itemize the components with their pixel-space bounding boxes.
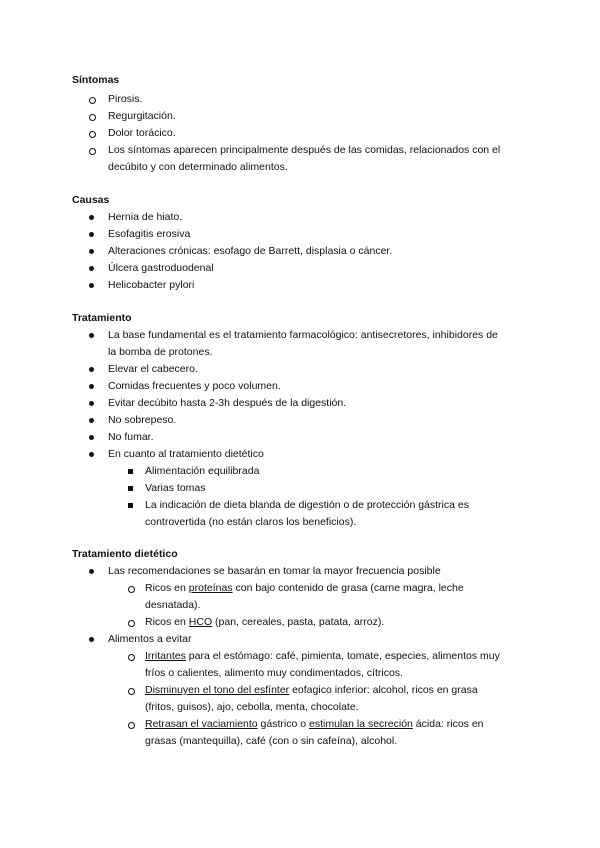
filled-bullet-icon bbox=[89, 384, 94, 389]
filled-bullet-icon bbox=[89, 249, 94, 254]
tratamiento-heading: Tratamiento bbox=[72, 312, 132, 324]
tratamiento-item: Comidas frecuentes y poco volumen. bbox=[108, 380, 281, 392]
dietetico-subitem-hco: Ricos en HCO (pan, cereales, pasta, patata, arroz). bbox=[145, 616, 385, 628]
filled-bullet-icon bbox=[89, 266, 94, 271]
dietetico-subitem-continuation: fríos o calientes, alimento muy condimentados, cítricos. bbox=[145, 667, 403, 679]
filled-bullet-icon bbox=[89, 232, 94, 237]
filled-bullet-icon bbox=[89, 367, 94, 372]
tratamiento-subitem: Varias tomas bbox=[145, 482, 206, 494]
dietetico-heading: Tratamiento dietético bbox=[72, 548, 178, 560]
filled-bullet-icon bbox=[89, 333, 94, 338]
sintomas-item: Los síntomas aparecen principalmente después de las comidas, relacionados con el bbox=[108, 144, 501, 156]
open-circle-bullet-icon bbox=[128, 688, 135, 695]
causas-item: Esofagitis erosiva bbox=[108, 228, 191, 240]
open-circle-bullet-icon bbox=[128, 620, 135, 627]
dietetico-subitem-continuation: desnatada). bbox=[145, 599, 201, 611]
dietetico-item: Alimentos a evitar bbox=[108, 633, 192, 645]
square-bullet-icon bbox=[128, 469, 133, 474]
causas-item: Alteraciones crónicas: esofago de Barrett, displasia o cáncer. bbox=[108, 245, 393, 257]
dietetico-subitem-continuation: (fritos, guisos), ajo, cebolla, menta, chocolate. bbox=[145, 701, 359, 713]
tratamiento-item: Elevar el cabecero. bbox=[108, 363, 198, 375]
dietetico-item: Las recomendaciones se basarán en tomar la mayor frecuencia posible bbox=[108, 565, 441, 577]
tratamiento-item: Evitar decúbito hasta 2-3h después de la digestión. bbox=[108, 397, 347, 409]
square-bullet-icon bbox=[128, 486, 133, 491]
tratamiento-item-continuation: la bomba de protones. bbox=[108, 346, 213, 358]
filled-bullet-icon bbox=[89, 215, 94, 220]
causas-item: Helicobacter pylori bbox=[108, 279, 195, 291]
causas-heading: Causas bbox=[72, 194, 110, 206]
filled-bullet-icon bbox=[89, 401, 94, 406]
square-bullet-icon bbox=[128, 503, 133, 508]
dietetico-subitem-proteinas: Ricos en proteínas con bajo contenido de grasa (carne magra, leche bbox=[145, 582, 464, 594]
filled-bullet-icon bbox=[89, 452, 94, 457]
tratamiento-item: No sobrepeso. bbox=[108, 414, 177, 426]
sintomas-item: Dolor torácico. bbox=[108, 127, 176, 139]
open-circle-bullet-icon bbox=[89, 97, 96, 104]
open-circle-bullet-icon bbox=[128, 654, 135, 661]
tratamiento-item: La base fundamental es el tratamiento farmacológico: antisecretores, inhibidores de bbox=[108, 329, 498, 341]
dietetico-subitem-continuation: grasas (mantequilla), café (con o sin cafeína), alcohol. bbox=[145, 735, 398, 747]
open-circle-bullet-icon bbox=[89, 114, 96, 121]
causas-item: Úlcera gastroduodenal bbox=[108, 262, 214, 274]
dietetico-subitem-disminuyen: Disminuyen el tono del esfínter eofagico inferior: alcohol, ricos en grasa bbox=[145, 684, 478, 696]
sintomas-item: Regurgitación. bbox=[108, 110, 176, 122]
filled-bullet-icon bbox=[89, 569, 94, 574]
dietetico-subitem-retrasan: Retrasan el vaciamiento gástrico o estimulan la secreción ácida: ricos en bbox=[145, 718, 484, 730]
tratamiento-item: En cuanto al tratamiento dietético bbox=[108, 448, 264, 460]
open-circle-bullet-icon bbox=[128, 586, 135, 593]
sintomas-item-continuation: decúbito y con determinado alimentos. bbox=[108, 161, 288, 173]
filled-bullet-icon bbox=[89, 283, 94, 288]
dietetico-subitem-irritantes: Irritantes para el estómago: café, pimienta, tomate, especies, alimentos muy bbox=[145, 650, 500, 662]
filled-bullet-icon bbox=[89, 418, 94, 423]
open-circle-bullet-icon bbox=[89, 131, 96, 138]
tratamiento-item: No fumar. bbox=[108, 431, 154, 443]
filled-bullet-icon bbox=[89, 637, 94, 642]
tratamiento-subitem-continuation: controvertida (no están claros los beneficios). bbox=[145, 516, 357, 528]
filled-bullet-icon bbox=[89, 435, 94, 440]
sintomas-heading: Síntomas bbox=[72, 74, 120, 86]
causas-item: Hernia de hiato. bbox=[108, 211, 183, 223]
sintomas-item: Pirosis. bbox=[108, 93, 143, 105]
open-circle-bullet-icon bbox=[128, 722, 135, 729]
open-circle-bullet-icon bbox=[89, 148, 96, 155]
tratamiento-subitem: La indicación de dieta blanda de digestión o de protección gástrica es bbox=[145, 499, 469, 511]
tratamiento-subitem: Alimentación equilibrada bbox=[145, 465, 260, 477]
